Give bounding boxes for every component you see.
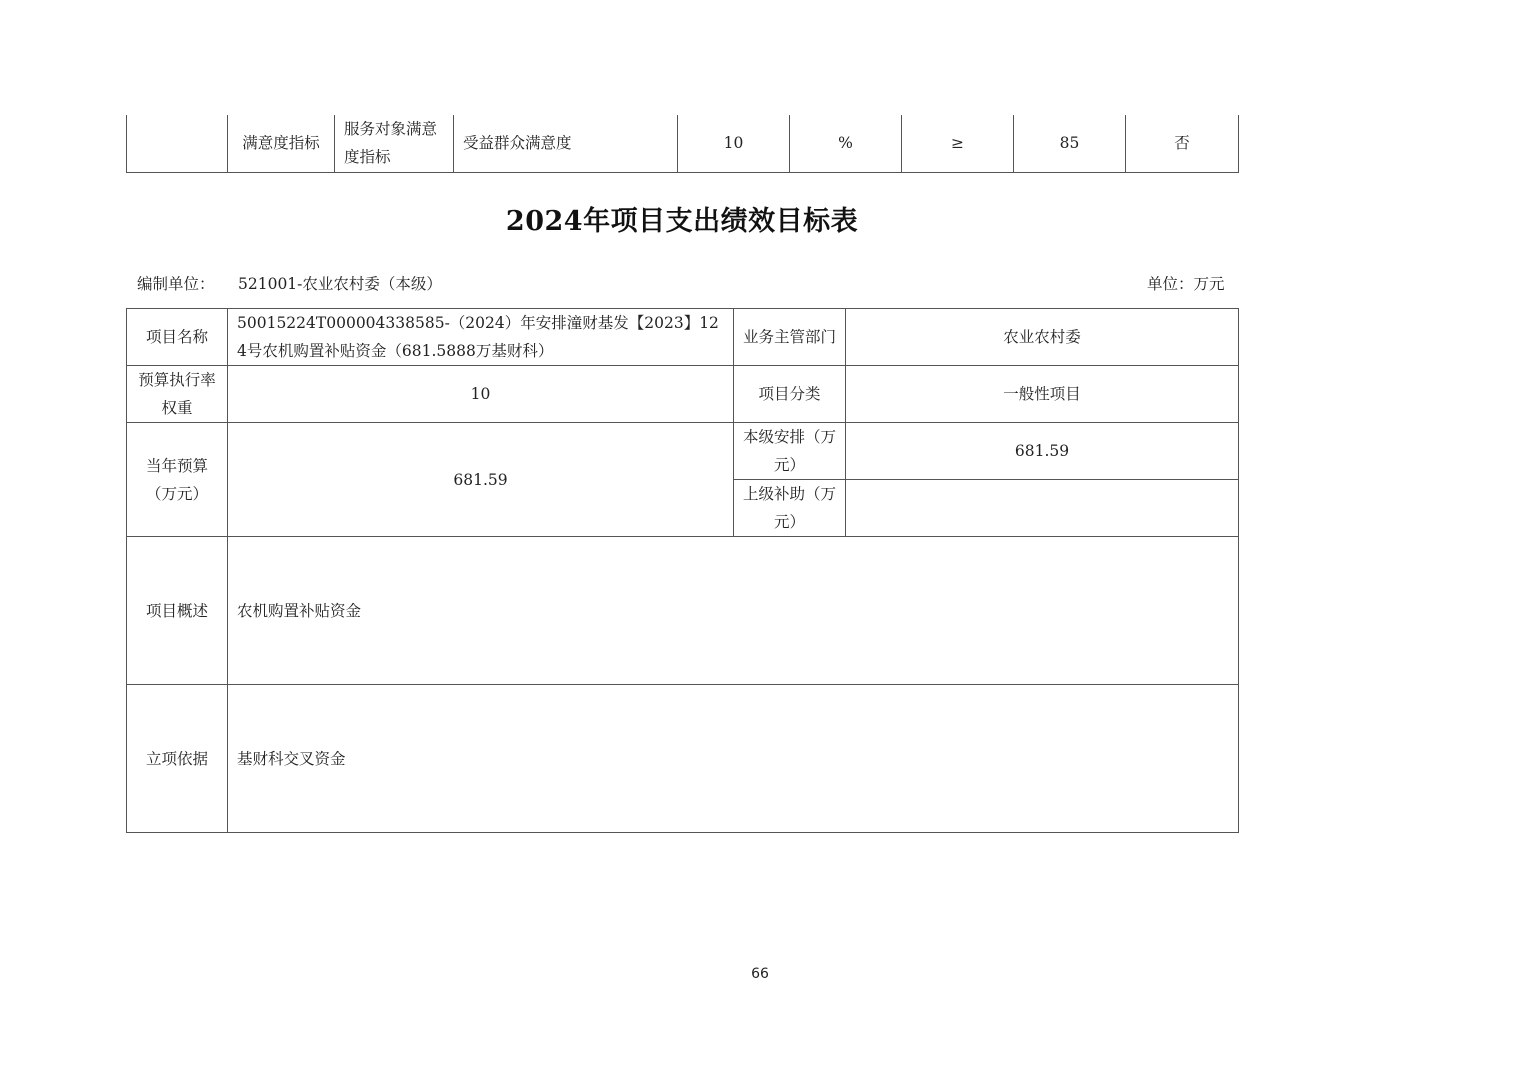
indicator-table-continuation (126, 115, 1239, 173)
basis-label: 立项依据 (127, 685, 228, 833)
project-name-value: 50015224T000004338585-（2024）年安排潼财基发【2023】124号农机购置补贴资金（681.5888万基财科） (228, 309, 734, 366)
local-arrangement-label: 本级安排（万元） (734, 423, 846, 480)
exec-rate-value: 10 (228, 366, 734, 423)
local-arrangement-value: 681.59 (846, 423, 1239, 480)
cell-level1-indicator (127, 115, 228, 172)
category-value: 一般性项目 (846, 366, 1239, 423)
superior-subsidy-label: 上级补助（万元） (734, 480, 846, 537)
superior-subsidy-value (846, 480, 1239, 537)
dept-label: 业务主管部门 (734, 309, 846, 366)
budget-label: 当年预算（万元） (127, 423, 228, 537)
category-label: 项目分类 (734, 366, 846, 423)
basis-value: 基财科交叉资金 (228, 685, 1239, 833)
budget-value: 681.59 (228, 423, 734, 537)
cell-operator: ≥ (902, 115, 1014, 172)
cell-unit: % (790, 115, 902, 172)
dept-value: 农业农村委 (846, 309, 1239, 366)
cell-level2-indicator: 满意度指标 (228, 115, 335, 172)
cell-level3-indicator: 服务对象满意度指标 (335, 115, 454, 172)
project-name-label: 项目名称 (127, 309, 228, 366)
cell-weight: 10 (678, 115, 790, 172)
org-label: 编制单位： (137, 275, 215, 293)
page-number: 66 (751, 966, 769, 982)
org-value: 521001-农业农村委（本级） (238, 275, 442, 293)
unit-label: 单位：万元 (1147, 275, 1225, 293)
exec-rate-label: 预算执行率权重 (127, 366, 228, 423)
page-title: 2024年项目支出绩效目标表 (505, 206, 859, 237)
overview-label: 项目概述 (127, 537, 228, 685)
cell-is-core: 否 (1126, 115, 1239, 172)
overview-value: 农机购置补贴资金 (228, 537, 1239, 685)
cell-target-value: 85 (1014, 115, 1126, 172)
cell-indicator-name: 受益群众满意度 (454, 115, 678, 172)
performance-target-table (126, 308, 1239, 833)
